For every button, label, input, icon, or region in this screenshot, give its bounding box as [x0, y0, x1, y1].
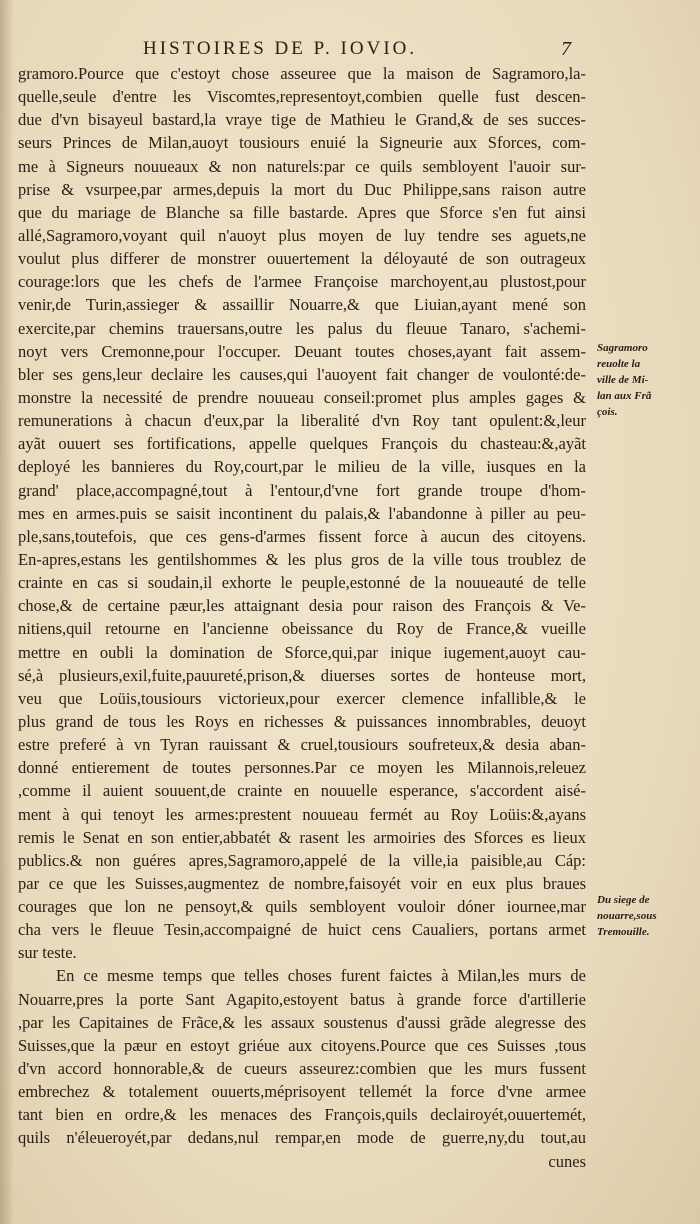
- margin-note-line: reuolte la: [597, 358, 641, 370]
- body-text: [18, 62, 586, 1173]
- text-line: quelle,seule d'entre les Viscomtes,representoyt,combien quelle fust descen-: [18, 87, 586, 107]
- text-line: voulut plus differer de monstrer ouuertement la déloyauté de son outrageux: [18, 249, 586, 269]
- text-line: estre preferé à vn Tyran rauissant & cruel,tousiours soufreteux,& desia aban-: [18, 735, 586, 755]
- text-line: par ce que les Suisses,augmentez de nombre,faisoyét voir en eux plus braues: [18, 873, 586, 893]
- margin-note-sagramoro: [597, 340, 697, 420]
- text-line: courage:lors que les chefs de l'armee Françoise marchoyent,au plustost,pour: [18, 272, 586, 292]
- margin-note-line: Du siege de: [597, 894, 650, 906]
- text-line: courages que lon ne pensoyt,& quils sembloyent vouloir dóner iournee,mar: [18, 897, 586, 917]
- text-line: sé,à plusieurs,exil,fuite,pauureté,prison,& diuerses sortes de honteuse mort,: [18, 665, 586, 685]
- text-line: remis le Senat en son entier,abbatét & rasent les armoiries des Sforces es lieux: [18, 827, 586, 847]
- text-line: nitiens,quil retourne en l'ancienne obeissance du Roy de France,& vueille: [18, 619, 586, 639]
- text-line: embrechez & totalement ouuerts,méprisoyent tellemét la force d'vne armee: [18, 1082, 586, 1102]
- margin-note-line: Tremouille.: [597, 926, 650, 938]
- text-line: sur teste.: [18, 943, 77, 963]
- text-line: ,comme il auient souuent,de crainte en nouuelle esperance, s'accordent aisé-: [18, 781, 586, 801]
- text-line: ment à qui tenoyt les armes:prestent nouueau fermét au Roy Loüis:&,ayans: [18, 804, 586, 824]
- gutter-shadow: [0, 0, 14, 1224]
- text-line: tant bien en ordre,& les menaces des François,quils declairoyét,ouuertemét,: [18, 1105, 586, 1125]
- text-line: monstre la necessité de prendre nouueau conseil:promet plus amples gages &: [18, 387, 586, 407]
- text-line: remunerations à chacun d'eux,par la liberalité d'vn Roy tant opulent:&,leur: [18, 411, 586, 431]
- margin-note-siege-nouarre: [597, 892, 697, 940]
- text-line: Nouarre,pres la porte Sant Agapito,estoyent batus à grande force d'artillerie: [18, 989, 586, 1009]
- text-line: d'vn accord honnorable,& de cueurs asseurez:combien que les murs fussent: [18, 1059, 586, 1079]
- catchword: cunes: [548, 1151, 586, 1171]
- text-line: me à Signeurs nouueaux & non naturels:par ce quils sembloyent l'auoir sur-: [18, 156, 586, 176]
- text-line: En-apres,estans les gentilshommes & les plus gros de la ville tous troublez de: [18, 549, 586, 569]
- text-line: ayãt ouuert ses fortifications, appelle quelques François du chasteau:&,ayãt: [18, 434, 586, 454]
- text-line: veu que Loüis,tousiours victorieux,pour exercer clemence infallible,& le: [18, 688, 586, 708]
- text-line: due d'vn bisayeul bastard,la vraye tige de Mathieu le Grand,& de ses succes-: [18, 110, 586, 130]
- margin-note-line: nouarre,sous: [597, 910, 657, 922]
- text-line: exercite,par chemins trauersans,outre les palus du fleuue Tanaro, s'achemi-: [18, 318, 586, 338]
- text-line: mes en armes.puis se saisit incontinent du palais,& l'abandonne à piller au peu-: [18, 503, 586, 523]
- margin-note-line: Sagramoro: [597, 342, 648, 354]
- text-line: venir,de Turin,assieger & assaillir Nouarre,& que Liuian,ayant mené son: [18, 295, 586, 315]
- text-line: crainte en cas si soudain,il exhorte le peuple,estonné de la nouueauté de telle: [18, 573, 586, 593]
- text-line: grand' place,accompagné,tout à l'entour,d'vne fort grande troupe d'hom-: [18, 480, 586, 500]
- text-line: En ce mesme temps que telles choses furent faictes à Milan,les murs de: [56, 966, 586, 986]
- text-line: ,par les Capitaines de Frãce,& les assaux soustenus d'aussi grãde alegresse des: [18, 1012, 586, 1032]
- text-line: publics.& non guéres apres,Sagramoro,appelé de la ville,ia paisible,au Cáp:: [18, 850, 586, 870]
- text-line: prise & vsurpee,par armes,depuis la mort du Duc Philippe,sans raison autre: [18, 179, 586, 199]
- running-head: HISTOIRES DE P. IOVIO.: [143, 38, 418, 59]
- text-line: cha vers le fleuue Tesin,accompaigné de huict cens Caualiers, portans armet: [18, 920, 586, 940]
- text-line: mettre en oubli la domination de Sforce,qui,par inique iugement,auoyt cau-: [18, 642, 586, 662]
- page-header: [0, 34, 700, 64]
- text-line: allé,Sagramoro,voyant quil n'auoyt plus moyen de luy tendre ses aguets,ne: [18, 225, 586, 245]
- text-line: gramoro.Pource que c'estoyt chose asseuree que la maison de Sagramoro,la-: [18, 64, 586, 83]
- text-line: seurs Princes de Milan,auoyt tousiours enuié la Signeurie aux Sforces, com-: [18, 133, 586, 153]
- text-line: plus grand de tous les Roys en richesses & puissances innombrables, deuoyt: [18, 711, 586, 731]
- margin-note-line: çois.: [597, 406, 618, 418]
- text-line: Suisses,que la pæur en estoyt griéue aux citoyens.Pource que ces Suisses ,tous: [18, 1035, 586, 1055]
- text-line: chose,& de certaine pæur,les attaignant desia pour raison des François & Ve-: [18, 596, 586, 616]
- text-line: quils n'éleueroyét,par dedans,nul rempar,en mode de guerre,ny,du tout,au: [18, 1128, 586, 1148]
- text-line: deployé les bannieres du Roy,court,par le milieu de la ville, iusques en la: [18, 457, 586, 477]
- text-line: noyt vers Cremonne,pour l'occuper. Deuant toutes choses,ayant fait assem-: [18, 341, 586, 361]
- text-line: donné entierement de toutes personnes.Par ce moyen les Milannois,releuez: [18, 758, 586, 778]
- text-line: ple,sans,toutefois, que ces gens-d'armes fissent force à aucun des citoyens.: [18, 526, 586, 546]
- text-line: bler ses gens,leur declaire les causes,qui l'auoyent fait changer de voulonté:de-: [18, 364, 586, 384]
- page-number: 7: [561, 38, 571, 60]
- margin-note-line: lan aux Frã: [597, 390, 652, 402]
- margin-note-line: ville de Mi-: [597, 374, 649, 386]
- text-line: que du mariage de Blanche sa fille bastarde. Apres que Sforce s'en fut ainsi: [18, 202, 586, 222]
